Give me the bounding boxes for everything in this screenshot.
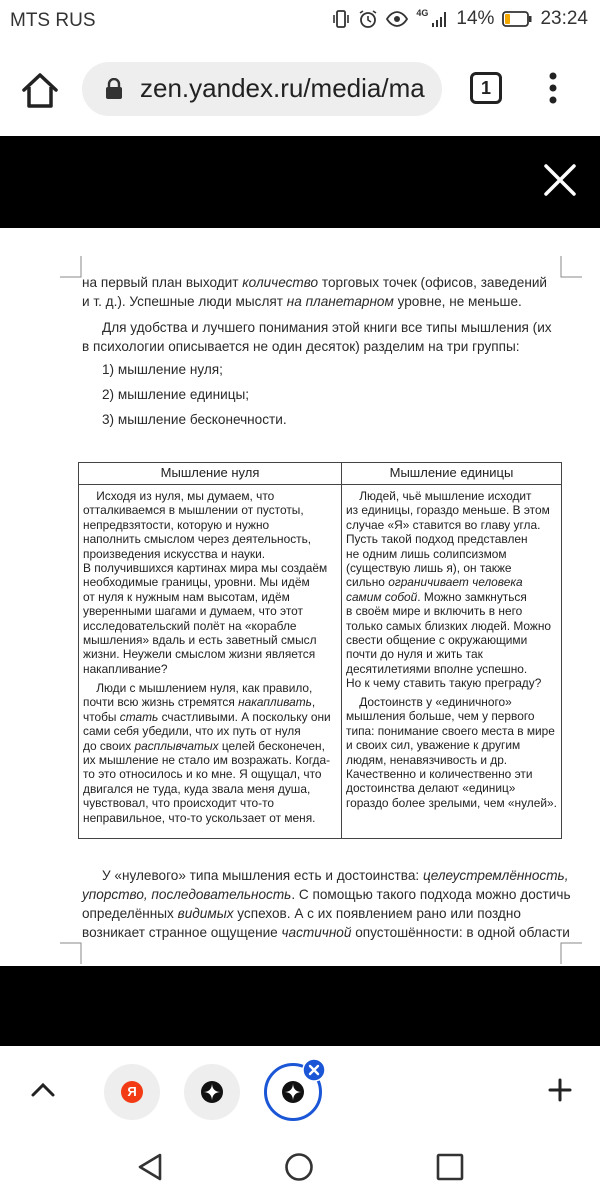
text-line: Достоинств у «единичного» (346, 695, 512, 709)
text-line: жизни. Неужели смыслом жизни является (83, 647, 316, 662)
text-line: людям, ненавязчивость и др. (346, 752, 508, 767)
battery-percent: 14% (456, 8, 495, 29)
text-line: неправильное, что-то ускользает от меня. (83, 810, 316, 825)
text-line: сами себя убедили, что их путь от нуля (83, 724, 301, 739)
text-line: упорство, последовательность. С помощью такого подхода можно достичь (82, 887, 571, 902)
text-line: В получившихся картинах мира мы создаём (83, 561, 328, 576)
text-line: возникает странное ощущение частичной опустошённости: в одной области (82, 925, 570, 940)
text-line: исследовательский полёт на «корабле (83, 618, 297, 633)
text-line: непредвзятости, которую и нужно (83, 517, 270, 532)
table-cell-text (346, 489, 560, 691)
table-cell-text (83, 681, 339, 825)
alarm-icon (358, 9, 378, 29)
text-line: почти всю жизнь стремятся накапливать, (83, 695, 316, 710)
signal-icon (430, 9, 448, 29)
text-line: мышления больше, чем у первого (346, 709, 535, 724)
text-line: из единицы, гораздо меньше. В этом (346, 503, 550, 518)
paragraph (82, 866, 571, 942)
text-line: Исходя из нуля, мы думаем, что (83, 489, 275, 503)
url-text: zen.yandex.ru/media/ma (140, 73, 425, 103)
text-line: свести общение с окружающими (346, 633, 528, 648)
text-line: Качественно и количественно эти (346, 767, 533, 782)
text-line: их мышление не стало им возражать. Когда- (83, 753, 331, 768)
tab-yandex[interactable] (104, 1064, 160, 1120)
home-icon[interactable] (18, 68, 62, 112)
overflow-menu-icon[interactable] (543, 68, 563, 108)
crop-mark (560, 256, 582, 278)
text-line: чувствовал, что происходит что-то (83, 796, 275, 811)
text-line: мышления» вдаль и есть заветный смысл (83, 633, 317, 648)
text-line: У «нулевого» типа мышления есть и достоинства: целеустремлённость, (102, 868, 569, 883)
text-line: чтобы стать счастливыми. А поскольку они (83, 709, 331, 724)
text-line: наполнить смыслом через деятельность, (83, 532, 312, 547)
text-line: накапливание? (83, 661, 168, 676)
text-line: отталкиваемся в мышлении от пустоты, (83, 503, 304, 518)
paragraph: на первый план выходит количество торговых точек (офисов, заведений и т. д.). Успешные люди мыслят на планетарном уровне, не меньше. (82, 275, 548, 309)
bottom-tab-bar (0, 1046, 600, 1136)
text-line: (существую лишь я), он также (346, 561, 512, 576)
text-line: то это относилось и ко мне. Я ощущал, что (83, 767, 322, 782)
zen-icon (281, 1080, 305, 1104)
system-navigation-bar (0, 1136, 600, 1200)
carrier-name: MTS RUS (10, 10, 96, 31)
text-line: произведения искусства и науки. (83, 546, 266, 561)
text-line: Людей, чьё мышление исходит (346, 489, 532, 503)
text-line: почти до нуля и жить так (346, 647, 483, 662)
text-line: двигался не туда, куда звала меня душа, (83, 781, 311, 796)
text-line: от нуля к нужным нам высотам, идём (83, 589, 290, 604)
column-header: Мышление нуля (160, 465, 260, 480)
text-line: Пусть такой подход представлен (346, 532, 528, 547)
clock: 23:24 (540, 8, 588, 29)
back-icon[interactable] (136, 1152, 164, 1182)
close-icon[interactable] (540, 160, 580, 200)
comparison-table (78, 462, 562, 839)
paragraph: Для удобства и лучшего понимания этой книги все типы мышления (их в психологии описывается не один десяток) разделим на три группы: (82, 320, 552, 354)
text-line: Люди с мышлением нуля, как правило, (83, 681, 313, 695)
status-bar (0, 0, 600, 40)
new-tab-icon[interactable] (548, 1078, 572, 1102)
chevron-up-icon[interactable] (30, 1080, 56, 1098)
yandex-logo: Я (121, 1081, 143, 1103)
zen-icon (200, 1080, 224, 1104)
viewer-footer (0, 966, 600, 1046)
text-line: не одним лишь солипсизмом (346, 546, 507, 561)
text-line: определённых видимых успехов. А с их появлением рано или поздно (82, 906, 521, 921)
column-header: Мышление единицы (389, 465, 514, 480)
vibrate-icon (332, 9, 350, 29)
crop-mark (60, 942, 82, 964)
status-icons (332, 8, 588, 30)
text-line: необходимые границы, уровни. Мы идём (83, 575, 310, 590)
tab-switcher-button[interactable]: 1 (470, 72, 502, 104)
text-line: Но к чему ставить такую преграду? (346, 676, 542, 691)
battery-icon (502, 10, 532, 28)
url-bar[interactable] (82, 62, 442, 116)
list-item: 1) мышление нуля; (102, 362, 223, 377)
crop-mark (60, 256, 82, 278)
text-line: в своём мире и включить в него (346, 604, 523, 619)
text-line: до своих расплывчатых целей бесконечен, (83, 738, 325, 753)
text-line: самим собой. Можно замкнуться (346, 589, 527, 604)
text-line: десятилетиями вполне успешно. (346, 661, 528, 676)
text-line: случае «Я» ставится во главу угла. (346, 517, 541, 532)
lock-icon (104, 78, 124, 100)
text-line: только самых близких людей. Можно (346, 618, 552, 633)
table-cell-text (83, 489, 339, 676)
text-line: уверенными шагами и думаем, что этот (83, 604, 303, 619)
viewer-header (0, 136, 600, 228)
home-nav-icon[interactable] (284, 1152, 314, 1182)
network-type: 4G (416, 8, 429, 18)
eye-icon (386, 9, 408, 29)
text-line: типа: понимание своего места в мире (346, 723, 555, 738)
tab-zen[interactable] (184, 1064, 240, 1120)
list-item: 3) мышление бесконечности. (102, 412, 287, 427)
text-line: сильно ограничивает человека (346, 575, 523, 590)
list-item: 2) мышление единицы; (102, 387, 250, 402)
recents-icon[interactable] (436, 1153, 464, 1181)
text-line: гораздо более зрелыми, чем «нулей». (346, 795, 557, 810)
close-tab-icon[interactable] (302, 1058, 326, 1082)
table-cell-text (346, 695, 560, 810)
text-line: и своих сил, уважение к другим (346, 738, 521, 753)
text-line: достоинства делают «единиц» (346, 781, 516, 796)
browser-toolbar (0, 40, 600, 136)
crop-mark (560, 942, 582, 964)
